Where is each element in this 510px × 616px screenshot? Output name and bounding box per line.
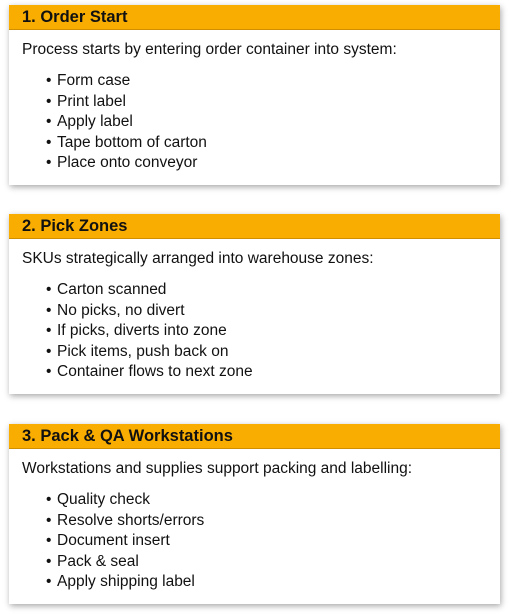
card-order-start bbox=[9, 5, 500, 185]
list-item: • Pack & seal bbox=[46, 552, 500, 573]
list-item: • Quality check bbox=[46, 490, 500, 511]
list-item: • Pick items, push back on bbox=[46, 342, 500, 363]
card-title: 1. Order Start bbox=[9, 5, 500, 30]
card-intro: SKUs strategically arranged into warehouse zones: bbox=[22, 250, 374, 267]
list-item: • Tape bottom of carton bbox=[46, 133, 500, 154]
card-pick-zones bbox=[9, 214, 500, 394]
list-item: • Document insert bbox=[46, 531, 500, 552]
card-list bbox=[9, 280, 500, 383]
list-item: • Container flows to next zone bbox=[46, 362, 500, 383]
card-title: 3. Pack & QA Workstations bbox=[9, 424, 500, 449]
card-pack-qa-workstations bbox=[9, 424, 500, 604]
list-item: • Apply label bbox=[46, 112, 500, 133]
list-item: • If picks, diverts into zone bbox=[46, 321, 500, 342]
card-title: 2. Pick Zones bbox=[9, 214, 500, 239]
list-item: • Carton scanned bbox=[46, 280, 500, 301]
list-item: • Place onto conveyor bbox=[46, 153, 500, 174]
card-list bbox=[9, 490, 500, 593]
list-item: • Form case bbox=[46, 71, 500, 92]
list-item: • Print label bbox=[46, 92, 500, 113]
card-intro: Process starts by entering order container into system: bbox=[22, 41, 397, 58]
list-item: • Apply shipping label bbox=[46, 572, 500, 593]
card-intro: Workstations and supplies support packing and labelling: bbox=[22, 460, 413, 477]
list-item: • No picks, no divert bbox=[46, 301, 500, 322]
card-list bbox=[9, 71, 500, 174]
list-item: • Resolve shorts/errors bbox=[46, 511, 500, 532]
